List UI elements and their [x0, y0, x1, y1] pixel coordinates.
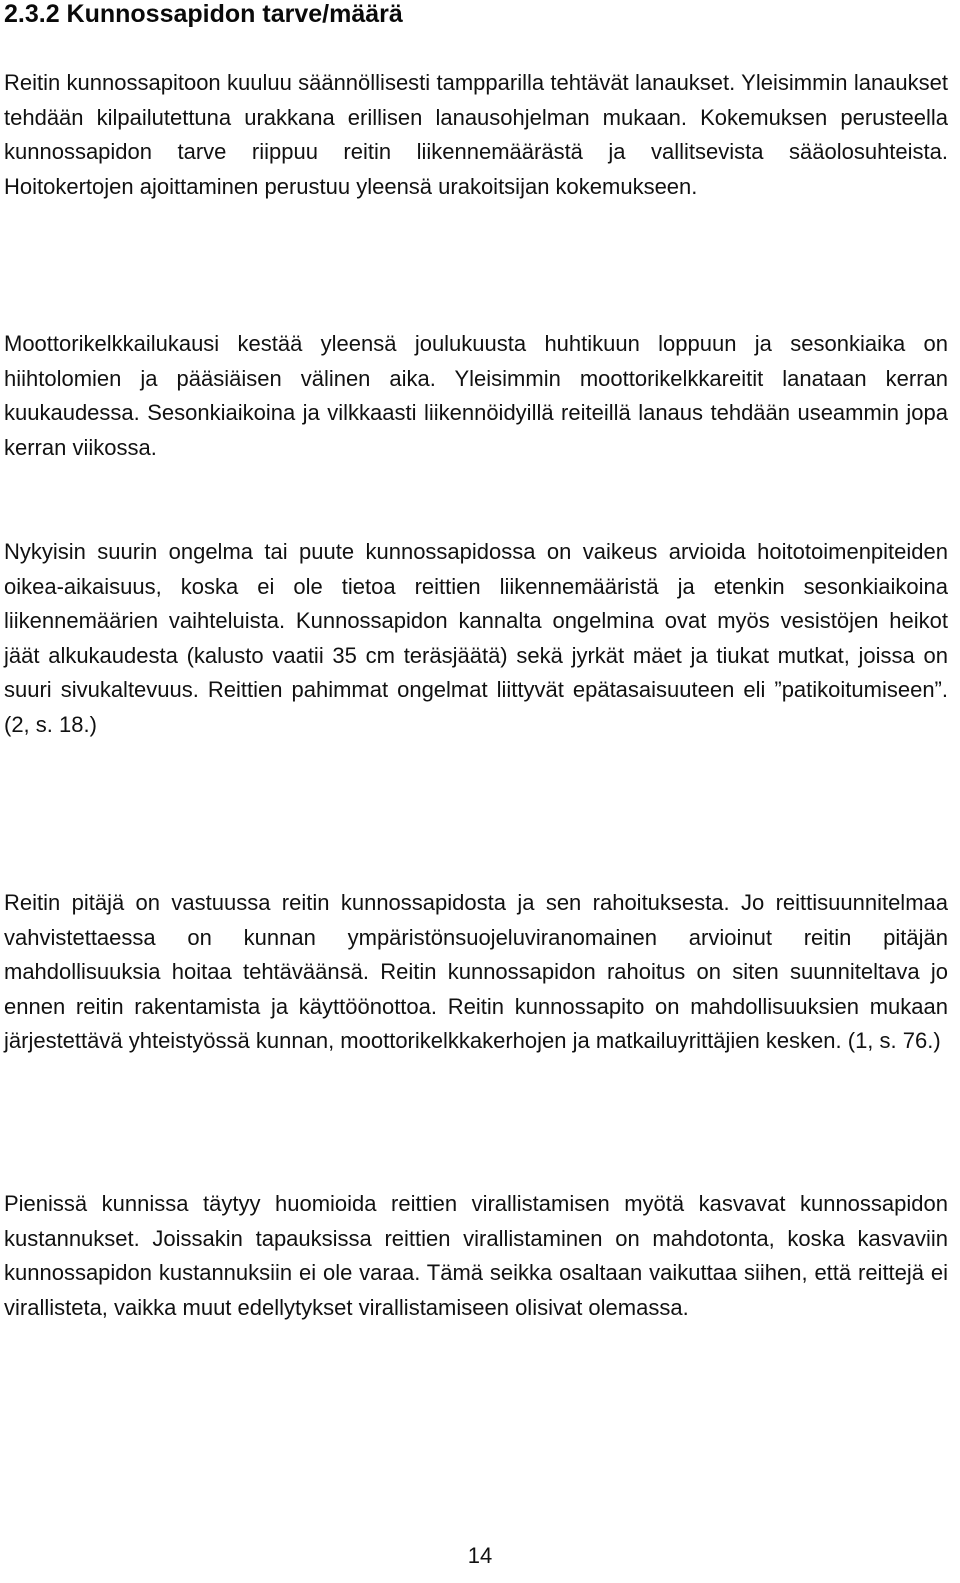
page-number: 14 [467, 1543, 493, 1568]
paragraph-small-municipalities: Pienissä kunnissa täytyy huomioida reittien virallistamisen myötä kasvavat kunnossapidon kustannukset. Joissakin tapauksissa reittien virallistaminen on mahdotonta, koska kasvaviin kunnossapidon kustannuksiin ei ole varaa. Tämä seikka osaltaan vaikuttaa siihen, että reittejä ei virallisteta, vaikka muut edellytykset virallistamiseen olisivat olemassa. [4, 1191, 948, 1320]
paragraph-maintenance-grading: Reitin kunnossapitoon kuuluu säännöllisesti tampparilla tehtävät lanaukset. Yleisimmin lanaukset tehdään kilpailutettuna urakkana erillisen lanausohjelman mukaan. Kokemuksen perusteella kunnossapidon tarve riippuu reitin liikennemäärästä ja vallitsevista sääolosuhteista. Hoitokertojen ajoittaminen perustuu yleensä urakoitsijan kokemukseen. [4, 70, 948, 199]
paragraph-season: Moottorikelkkailukausi kestää yleensä joulukuusta huhtikuun loppuun ja sesonkiaika on hiihtolomien ja pääsiäisen välinen aika. Yleisimmin moottorikelkkareitit lanataan kerran kuukaudessa. Sesonkiaikoina ja vilkkaasti liikennöidyillä reiteillä lanaus tehdään useammin jopa kerran viikossa. [4, 331, 948, 460]
paragraph-problems: Nykyisin suurin ongelma tai puute kunnossapidossa on vaikeus arvioida hoitotoimenpiteiden oikea-aikaisuus, koska ei ole tietoa reittien liikennemääristä ja etenkin sesonkiaikoina liikennemäärien vaihteluista. Kunnossapidon kannalta ongelmina ovat myös vesistöjen heikot jäät alkukaudesta (kalusto vaatii 35 cm teräsjäätä) sekä jyrkät mäet ja tiukat mutkat, joissa on suuri sivukaltevuus. Reittien pahimmat ongelmat liittyvät epätasaisuuteen eli ”patikoitumiseen”. (2, s. 18.) [4, 539, 948, 737]
section-heading: 2.3.2 Kunnossapidon tarve/määrä [4, 0, 403, 28]
paragraph-responsibility: Reitin pitäjä on vastuussa reitin kunnossapidosta ja sen rahoituksesta. Jo reittisuunnitelmaa vahvistettaessa on kunnan ympäristönsuojeluviranomainen arvioinut reitin pitäjän mahdollisuuksia hoitaa tehtäväänsä. Reitin kunnossapidon rahoitus on siten suunniteltava jo ennen reitin rakentamista ja käyttöönottoa. Reitin kunnossapito on mahdollisuuksien mukaan järjestettävä yhteistyössä kunnan, moottorikelkkakerhojen ja matkailuyrittäjien kesken. (1, s. 76.) [4, 890, 948, 1054]
